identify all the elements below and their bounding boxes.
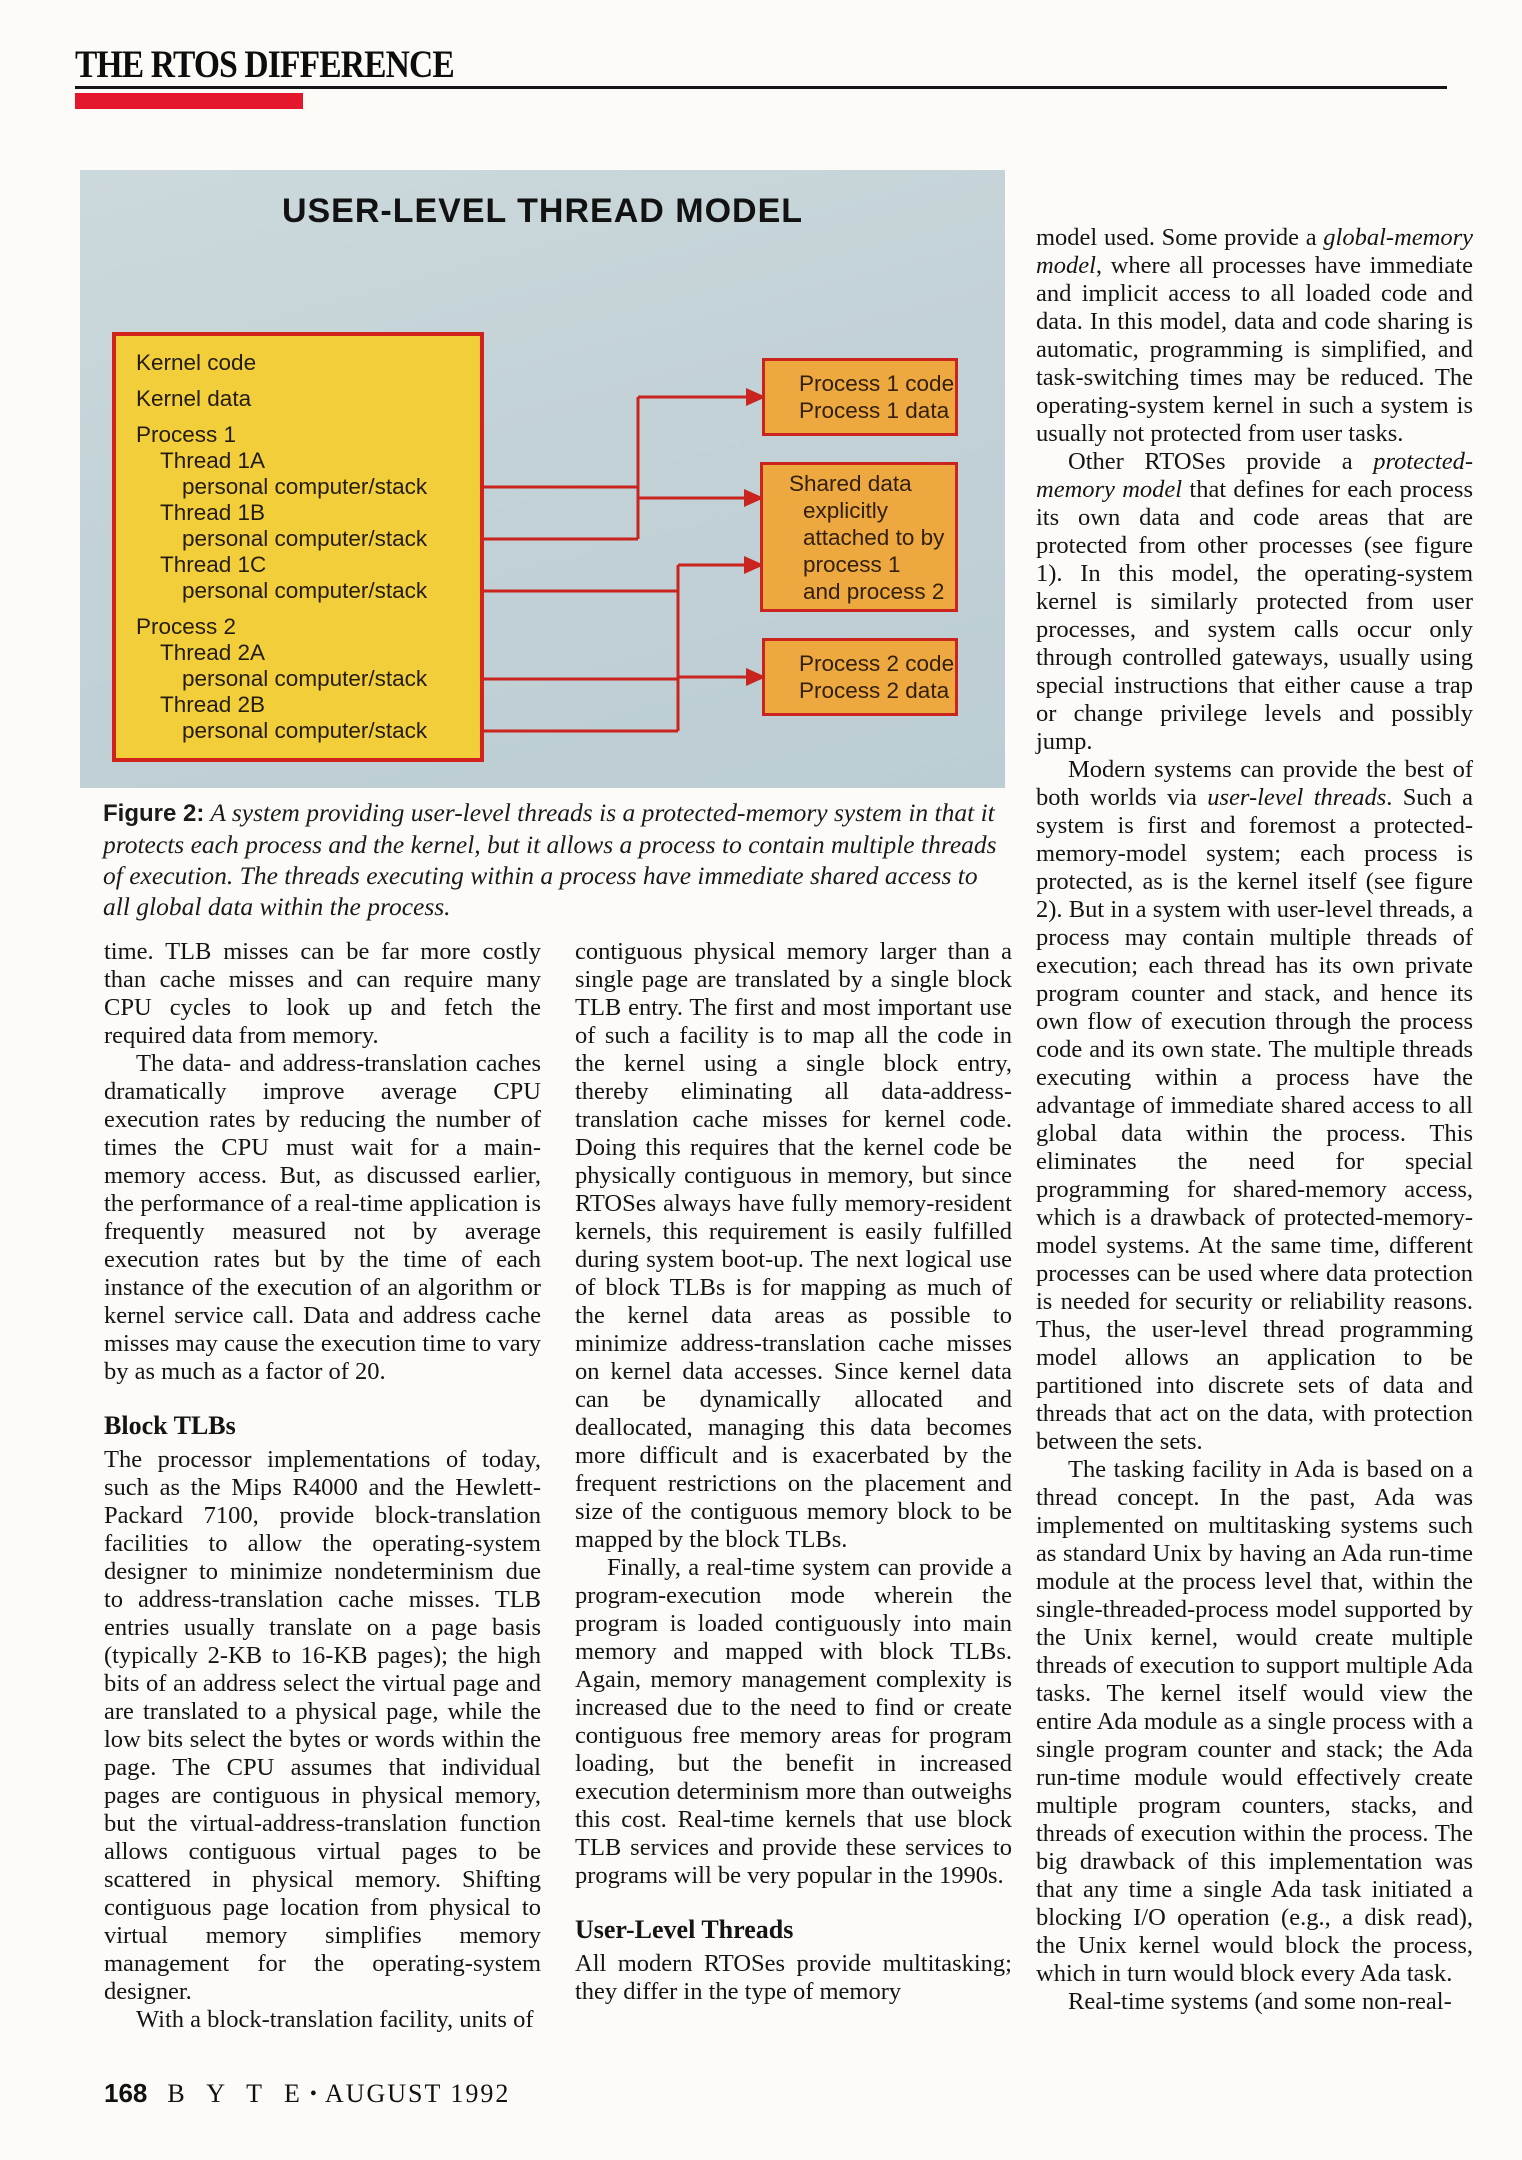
kernel-box-line: Thread 1C xyxy=(160,552,267,577)
body-paragraph: The tasking facility in Ada is based on a thread concept. In the past, Ada was implemented on multitasking systems such as standard Unix by having an Ada run-time module at the process level that, within the single-threaded-process model supported by the Unix kernel, would create multiple threads of execution to support multiple Ada tasks. The kernel itself would view the entire Ada module as a single process with a single program counter and stack; the Ada run-time module would effectively create multiple program counters, stacks, and threads of execution within the process. The big drawback of this implementation was that any time a single Ada task initiated a blocking I/O operation (e.g., a disk read), the Unix kernel would block the process, which in turn would block every Ada task. xyxy=(1036,1456,1473,1987)
kernel-box-line: Process 2 xyxy=(136,614,237,639)
body-paragraph: Real-time systems (and some non-real- xyxy=(1068,1988,1452,2015)
process-1-memory-box xyxy=(762,358,958,436)
figure-caption-label: Figure 2: xyxy=(103,800,205,827)
figure-caption-text: A system providing user-level threads is a protected-memory system in that it protects each process and the kernel, but it allows a process to contain multiple threads of execution. The threads executing within a process have immediate shared access to all global data within the process. xyxy=(103,798,997,921)
body-paragraph: Finally, a real-time system can provide a program-execution mode wherein the program is loaded contiguously into main memory and mapped with block TLBs. Again, memory management complexity is increased due to the need to find or create contiguous free memory areas for program loading, but the benefit in increased execution determinism more than outweighs this cost. Real-time kernels that use block TLB services and provide these services to programs will be very popular in the 1990s. xyxy=(575,1554,1012,1889)
kernel-box-line: Thread 1B xyxy=(160,500,266,525)
memory-box-line: Process 1 data xyxy=(799,398,950,423)
figure-panel xyxy=(80,170,1005,788)
kernel-box-line: personal computer/stack xyxy=(182,474,428,499)
memory-box-line: Process 1 code xyxy=(799,371,955,396)
kernel-box-line: Kernel code xyxy=(136,350,257,375)
shared-data-memory-box xyxy=(760,462,958,612)
memory-box-line: Shared data xyxy=(789,470,912,496)
page-footer xyxy=(104,2078,510,2109)
memory-box-line: explicitly xyxy=(803,497,889,523)
body-paragraph: model used. Some provide a global-memory model, where all processes have immediate and implicit access to all loaded code and data. In this model, data and code sharing is automatic, programming is simplified, and task-switching times may be reduced. The operating-system kernel in such a system is usually not protected from user tasks. xyxy=(1036,224,1473,447)
kernel-box-line: Kernel data xyxy=(136,386,252,411)
kernel-box-line: Thread 2A xyxy=(160,640,266,665)
memory-box-line: Process 2 code xyxy=(799,651,955,676)
body-paragraph: Modern systems can provide the best of both worlds via user-level threads. Such a system is first and foremost a protected-memory-model system; each process is protected, as is the kernel itself (see figure 2). But in a system with user-level threads, a process may contain multiple threads of execution; each thread has its own private program counter and stack, and hence its own flow of execution through the process code and its own state. The multiple threads executing within a process have the advantage of immediate shared access to all global data within the process. This eliminates the need for special programming for shared-memory access, which is a drawback of protected-memory-model systems. At the same time, different processes can be used where data protection is needed for security or reliability reasons. Thus, the user-level thread programming model allows an application to be partitioned into discrete sets of data and threads that act on the data, with protection between the sets. xyxy=(1036,756,1473,1455)
memory-box-line: and process 2 xyxy=(803,578,945,604)
footer-separator: • xyxy=(309,2083,317,2105)
body-paragraph: Other RTOSes provide a protected-memory model that defines for each process its own data and code areas that are protected from other processes (see figure 1). In this model, the operating-system kernel is similarly protected from user processes, and system calls occur only through controlled gateways, usually using special instructions that either cause a trap or change privilege levels and possibly jump. xyxy=(1036,448,1473,755)
body-paragraph: contiguous physical memory larger than a single page are translated by a single block TLB entry. The first and most important use of such a facility is to map all the code in the kernel using a single block entry, thereby eliminating all data-address-translation cache misses for kernel code. Doing this requires that the kernel code be physically contiguous in memory, but since RTOSes always have fully memory-resident kernels, this requirement is easily fulfilled during system boot-up. The next logical use of block TLBs is for mapping as much of the kernel data areas as possible to minimize address-translation cache misses on kernel data accesses. Since kernel data can be dynamically allocated and deallocated, managing this data becomes more difficult and is exacerbated by the frequent restrictions on the placement and size of the contiguous memory block to be mapped by the block TLBs. xyxy=(575,938,1012,1553)
article-section-title: THE RTOS DIFFERENCE xyxy=(75,43,454,86)
page-number: 168 xyxy=(104,2078,148,2108)
memory-box-line: attached to by xyxy=(803,524,945,550)
magazine-name: B Y T E xyxy=(167,2079,308,2108)
article-column-2 xyxy=(575,938,1012,2006)
body-paragraph: With a block-translation facility, units of xyxy=(136,2006,534,2033)
kernel-box-line: Thread 1A xyxy=(160,448,266,473)
memory-box-line: process 1 xyxy=(803,551,901,577)
figure-caption xyxy=(103,797,1008,922)
process-2-memory-box xyxy=(762,638,958,716)
section-heading: User-Level Threads xyxy=(575,1915,794,1944)
kernel-box-line: personal computer/stack xyxy=(182,666,428,691)
header-red-bar xyxy=(75,93,303,109)
header-rule xyxy=(75,86,1447,89)
figure-title: USER-LEVEL THREAD MODEL xyxy=(281,192,804,230)
body-paragraph: The data- and address-translation caches dramatically improve average CPU execution rates by reducing the number of times the CPU must wait for a main-memory access. But, as discussed earlier, the performance of a real-time application is frequently measured not by average execution rates but by the time of each instance of the execution of an algorithm or kernel service call. Data and address cache misses may cause the execution time to vary by as much as a factor of 20. xyxy=(104,1050,541,1385)
article-column-1 xyxy=(104,938,541,2034)
body-paragraph: time. TLB misses can be far more costly than cache misses and can require many CPU cycles to look up and fetch the required data from memory. xyxy=(104,938,541,1049)
body-paragraph: The processor implementations of today, such as the Mips R4000 and the Hewlett-Packard 7100, provide block-translation facilities to allow the operating-system designer to minimize nondeterminism due to address-translation cache misses. TLB entries usually translate on a page basis (typically 2-KB to 16-KB pages); the high bits of an address select the virtual page and are translated to a physical page, while the low bits select the bytes or words within the page. The CPU assumes that individual pages are contiguous in physical memory, but the virtual-address-translation function allows contiguous virtual pages to be scattered in physical memory. Shifting contiguous page location from physical to virtual memory simplifies memory management for the operating-system designer. xyxy=(104,1446,541,2005)
kernel-box-line: personal computer/stack xyxy=(182,526,428,551)
kernel-box-line: Thread 2B xyxy=(160,692,266,717)
memory-box-line: Process 2 data xyxy=(799,678,950,703)
kernel-box-line: personal computer/stack xyxy=(182,578,428,603)
article-column-3 xyxy=(1036,224,1473,2016)
kernel-box-line: Process 1 xyxy=(136,422,237,447)
body-paragraph: All modern RTOSes provide multitasking; they differ in the type of memory xyxy=(575,1950,1012,2005)
kernel-box-line: personal computer/stack xyxy=(182,718,428,743)
section-heading: Block TLBs xyxy=(104,1411,236,1440)
kernel-memory-box xyxy=(112,332,484,762)
issue-date: AUGUST 1992 xyxy=(324,2079,511,2108)
